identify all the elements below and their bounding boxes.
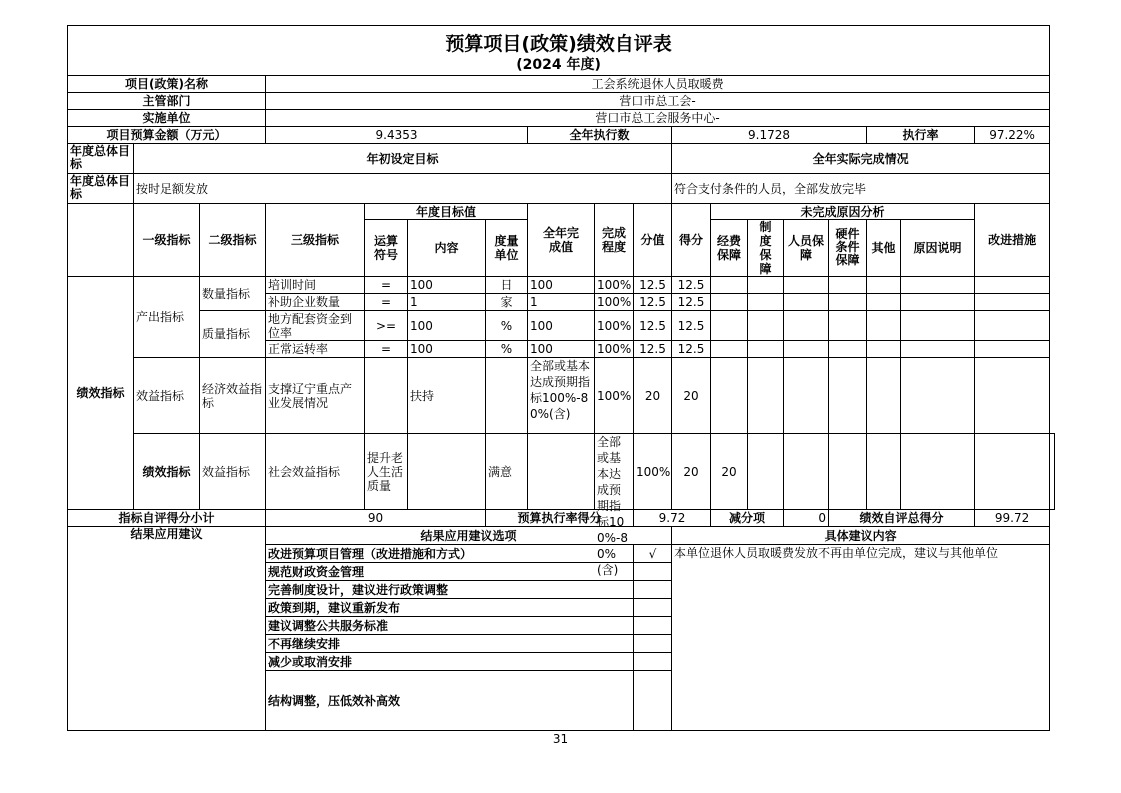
indicator-completion: 100% <box>595 294 634 311</box>
initial-goal-value: 按时足额发放 <box>134 174 672 204</box>
indicator-score: 12.5 <box>672 311 711 341</box>
suggestion-check <box>634 599 672 617</box>
content-header: 具体建议内容 <box>672 527 1050 545</box>
indicator-content: 满意 <box>486 434 528 510</box>
indicator-value: 20 <box>672 434 711 510</box>
suggestion-check <box>634 617 672 635</box>
indicator-actual: 1 <box>528 294 595 311</box>
other-header: 其他 <box>867 220 901 277</box>
suggestion-check <box>634 653 672 671</box>
suggestion-option: 结构调整，压低效补高效 <box>266 671 634 731</box>
indicator-content: 扶持 <box>408 358 486 434</box>
rate-value: 97.22% <box>975 127 1050 144</box>
deduct-label: 减分项 <box>711 510 784 527</box>
improve-header: 改进措施 <box>975 204 1050 277</box>
goal-label: 年度总体目标 <box>68 144 134 174</box>
unit-label: 实施单位 <box>68 110 266 127</box>
suggestions-label: 结果应用建议 <box>68 527 266 731</box>
suggestion-check: √ <box>634 545 672 563</box>
indicator-content: 100 <box>408 277 486 294</box>
personnel-header: 人员保障 <box>784 220 829 277</box>
level3-header: 三级指标 <box>266 204 365 277</box>
reason-group-header: 未完成原因分析 <box>711 204 975 220</box>
indicator-completion: 100% <box>595 358 634 434</box>
indicator-op: = <box>365 294 408 311</box>
indicator-content: 100 <box>408 311 486 341</box>
indicator-actual: 100 <box>528 277 595 294</box>
indicator-completion: 100% <box>634 434 672 510</box>
value-header: 分值 <box>634 204 672 277</box>
output-label: 产出指标 <box>134 277 200 358</box>
level2-header: 二级指标 <box>200 204 266 277</box>
level1-header: 一级指标 <box>134 204 200 277</box>
econ-label: 经济效益指标 <box>200 358 266 434</box>
indicator-unit <box>528 434 595 510</box>
title-cell <box>68 26 1050 76</box>
suggestion-option: 改进预算项目管理（改进措施和方式） <box>266 545 634 563</box>
total-label: 绩效自评总得分 <box>829 510 975 527</box>
perf-label: 绩效指标 <box>68 277 134 510</box>
evaluation-table <box>67 25 1055 731</box>
benefit-label: 效益指标 <box>134 358 200 434</box>
quantity-label: 数量指标 <box>200 277 266 311</box>
unit-value: 营口市总工会服务中心- <box>266 110 1050 127</box>
options-header: 结果应用建议选项 <box>266 527 672 545</box>
page-number: 31 <box>552 732 569 746</box>
page-title: 预算项目(政策)绩效自评表 <box>445 33 672 55</box>
rate-score-value: 9.72 <box>634 510 711 527</box>
suggestion-option: 规范财政资金管理 <box>266 563 634 581</box>
suggestion-content: 本单位退休人员取暖费发放不再由单位完成，建议与其他单位 <box>672 545 1050 731</box>
completion-header: 完成程度 <box>595 204 634 277</box>
indicator-actual: 全部或基本达成预期指标100%-80%(含) <box>528 358 595 434</box>
suggestion-check <box>634 581 672 599</box>
indicator-score: 12.5 <box>672 341 711 358</box>
indicator-name: 提升老人生活质量 <box>365 434 408 510</box>
indicator-unit: 日 <box>486 277 528 294</box>
system-header: 制度保障 <box>748 220 784 277</box>
indicator-unit: 家 <box>486 294 528 311</box>
indicator-content: 1 <box>408 294 486 311</box>
deduct-value: 0 <box>784 510 829 527</box>
goal-label-2: 年度总体目标 <box>68 174 134 204</box>
suggestion-option: 减少或取消安排 <box>266 653 634 671</box>
actual-goal-value: 符合支付条件的人员，全部发放完毕 <box>672 174 1050 204</box>
benefit-label-2: 效益指标 <box>200 434 266 510</box>
exec-value: 9.1728 <box>672 127 867 144</box>
indicator-completion: 100% <box>595 311 634 341</box>
suggestion-check <box>634 563 672 581</box>
suggestion-option: 建议调整公共服务标准 <box>266 617 634 635</box>
score-header: 得分 <box>672 204 711 277</box>
actual-goal-header: 全年实际完成情况 <box>672 144 1050 174</box>
indicator-name: 补助企业数量 <box>266 294 365 311</box>
blank-cell <box>68 204 134 277</box>
suggestion-option: 政策到期，建议重新发布 <box>266 599 634 617</box>
content-header: 内容 <box>408 220 486 277</box>
dept-value: 营口市总工会- <box>266 93 1050 110</box>
indicator-op <box>365 358 408 434</box>
evaluation-sheet <box>67 25 1055 731</box>
indicator-name: 支撑辽宁重点产业发展情况 <box>266 358 365 434</box>
indicator-actual: 100 <box>528 311 595 341</box>
perf-label-2: 绩效指标 <box>134 434 200 510</box>
operator-header: 运算符号 <box>365 220 408 277</box>
indicator-content: 100 <box>408 341 486 358</box>
indicator-score: 12.5 <box>672 294 711 311</box>
budget-value: 9.4353 <box>266 127 528 144</box>
dept-label: 主管部门 <box>68 93 266 110</box>
indicator-actual: 全部或基本达成预期指标100%-80%(含) <box>595 434 634 510</box>
indicator-name: 地方配套资金到位率 <box>266 311 365 341</box>
budget-label: 项目预算金额（万元） <box>68 127 266 144</box>
funding-header: 经费保障 <box>711 220 748 277</box>
indicator-name: 培训时间 <box>266 277 365 294</box>
exec-label: 全年执行数 <box>528 127 672 144</box>
indicator-op: >= <box>365 311 408 341</box>
indicator-value: 12.5 <box>634 341 672 358</box>
indicator-unit: % <box>486 341 528 358</box>
indicator-name: 正常运转率 <box>266 341 365 358</box>
unit-header: 度量单位 <box>486 220 528 277</box>
indicator-op: = <box>365 277 408 294</box>
project-name-label: 项目(政策)名称 <box>68 76 266 93</box>
indicator-score: 20 <box>711 434 748 510</box>
indicator-op <box>408 434 486 510</box>
page-subtitle: (2024 年度) <box>516 57 601 73</box>
indicator-completion: 100% <box>595 277 634 294</box>
initial-goal-header: 年初设定目标 <box>134 144 672 174</box>
suggestion-check <box>634 671 672 731</box>
subtotal-label: 指标自评得分小计 <box>68 510 266 527</box>
rate-label: 执行率 <box>867 127 975 144</box>
rate-score-label: 预算执行率得分 <box>486 510 634 527</box>
project-name: 工会系统退休人员取暖费 <box>266 76 1050 93</box>
social-label: 社会效益指标 <box>266 434 365 510</box>
subtotal-value: 90 <box>266 510 486 527</box>
suggestion-option: 完善制度设计，建议进行政策调整 <box>266 581 634 599</box>
indicator-score: 12.5 <box>672 277 711 294</box>
indicator-value: 20 <box>634 358 672 434</box>
indicator-score: 20 <box>672 358 711 434</box>
annual-target-header: 年度目标值 <box>365 204 528 220</box>
total-value: 99.72 <box>975 510 1050 527</box>
suggestion-check <box>634 635 672 653</box>
suggestion-option: 不再继续安排 <box>266 635 634 653</box>
indicator-actual: 100 <box>528 341 595 358</box>
quality-label: 质量指标 <box>200 311 266 358</box>
indicator-unit: % <box>486 311 528 341</box>
indicator-op: = <box>365 341 408 358</box>
indicator-value: 12.5 <box>634 277 672 294</box>
indicator-value: 12.5 <box>634 311 672 341</box>
indicator-value: 12.5 <box>634 294 672 311</box>
explain-header: 原因说明 <box>901 220 975 277</box>
actual-header: 全年完成值 <box>528 204 595 277</box>
indicator-completion: 100% <box>595 341 634 358</box>
indicator-unit <box>486 358 528 434</box>
hardware-header: 硬件条件保障 <box>829 220 867 277</box>
